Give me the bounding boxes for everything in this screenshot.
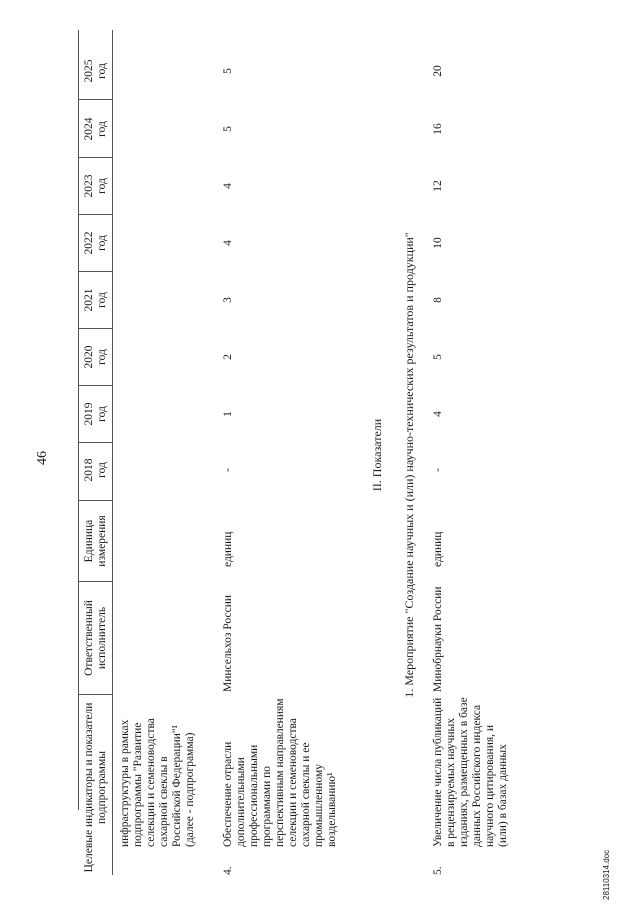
subsection-title: 1. Мероприятие "Создание научных и (или) научно-технических результатов и продукции" <box>402 232 416 698</box>
table-row-number: 5. <box>432 866 444 875</box>
header-year: 2018 год <box>83 458 108 482</box>
header-divider <box>78 271 112 272</box>
table-cell-value: 12 <box>432 180 444 192</box>
header-indicators: Целевые индикаторы и показатели подпрограммы <box>83 702 108 873</box>
table-cell-value: 2 <box>222 354 234 360</box>
table-row-name: инфраструктуры в рамках подпрограммы "Развитие селекции и семеноводства сахарной свеклы в Российской Федерации"¹ (далее - подпрограмма) <box>119 718 196 847</box>
table-row-executor: Минсельхоз России <box>222 594 234 692</box>
header-year: 2021 год <box>83 288 108 312</box>
header-divider <box>78 214 112 215</box>
table-cell-value: - <box>222 468 234 472</box>
table-row-name: Обеспечение отрасли дополнительными профессиональными программами по перспективным направлениям селекции и семеноводства сахарной свеклы и ее промышленному возделыванию¹ <box>222 698 338 847</box>
header-divider <box>78 328 112 329</box>
table-cell-value: 16 <box>432 123 444 135</box>
table-cell-value: 5 <box>222 68 234 74</box>
header-bottom-line <box>112 30 113 875</box>
header-divider <box>78 581 112 582</box>
table-cell-value: 4 <box>222 183 234 189</box>
header-executor: Ответственный исполнитель <box>83 600 108 676</box>
section-title: II. Показатели <box>370 418 384 492</box>
header-year: 2023 год <box>83 174 108 198</box>
table-row-unit: единиц <box>432 531 444 567</box>
header-top-line <box>78 30 79 810</box>
table-row-number: 4. <box>222 866 234 875</box>
header-divider <box>78 99 112 100</box>
table-cell-value: 4 <box>222 240 234 246</box>
table-row-unit: единиц <box>222 531 234 567</box>
header-year: 2020 год <box>83 345 108 369</box>
header-divider <box>78 385 112 386</box>
header-divider <box>78 157 112 158</box>
table-cell-value: 3 <box>222 297 234 303</box>
table-cell-value: 8 <box>432 297 444 303</box>
table-row-name: Увеличение числа публикаций в рецензируемых научных изданиях, размещенных в базе данных Российского индекса научного цитирования, и (или) в базах данных <box>432 697 509 847</box>
header-divider <box>78 442 112 443</box>
table-cell-value: 10 <box>432 237 444 249</box>
header-year: 2019 год <box>83 402 108 426</box>
header-year: 2025 год <box>83 59 108 83</box>
table-cell-value: 20 <box>432 65 444 77</box>
document-filename: 28110314.doc <box>602 849 611 900</box>
table-cell-value: 5 <box>432 354 444 360</box>
header-unit: Единица измерения <box>83 515 108 567</box>
table-cell-value: 4 <box>432 411 444 417</box>
header-year: 2022 год <box>83 231 108 255</box>
table-cell-value: - <box>432 468 444 472</box>
table-cell-value: 5 <box>222 126 234 132</box>
page-number: 46 <box>35 451 50 465</box>
header-year: 2024 год <box>83 117 108 141</box>
header-divider <box>78 500 112 501</box>
table-cell-value: 1 <box>222 411 234 417</box>
table-row-executor: Минобрнауки России <box>432 586 444 692</box>
